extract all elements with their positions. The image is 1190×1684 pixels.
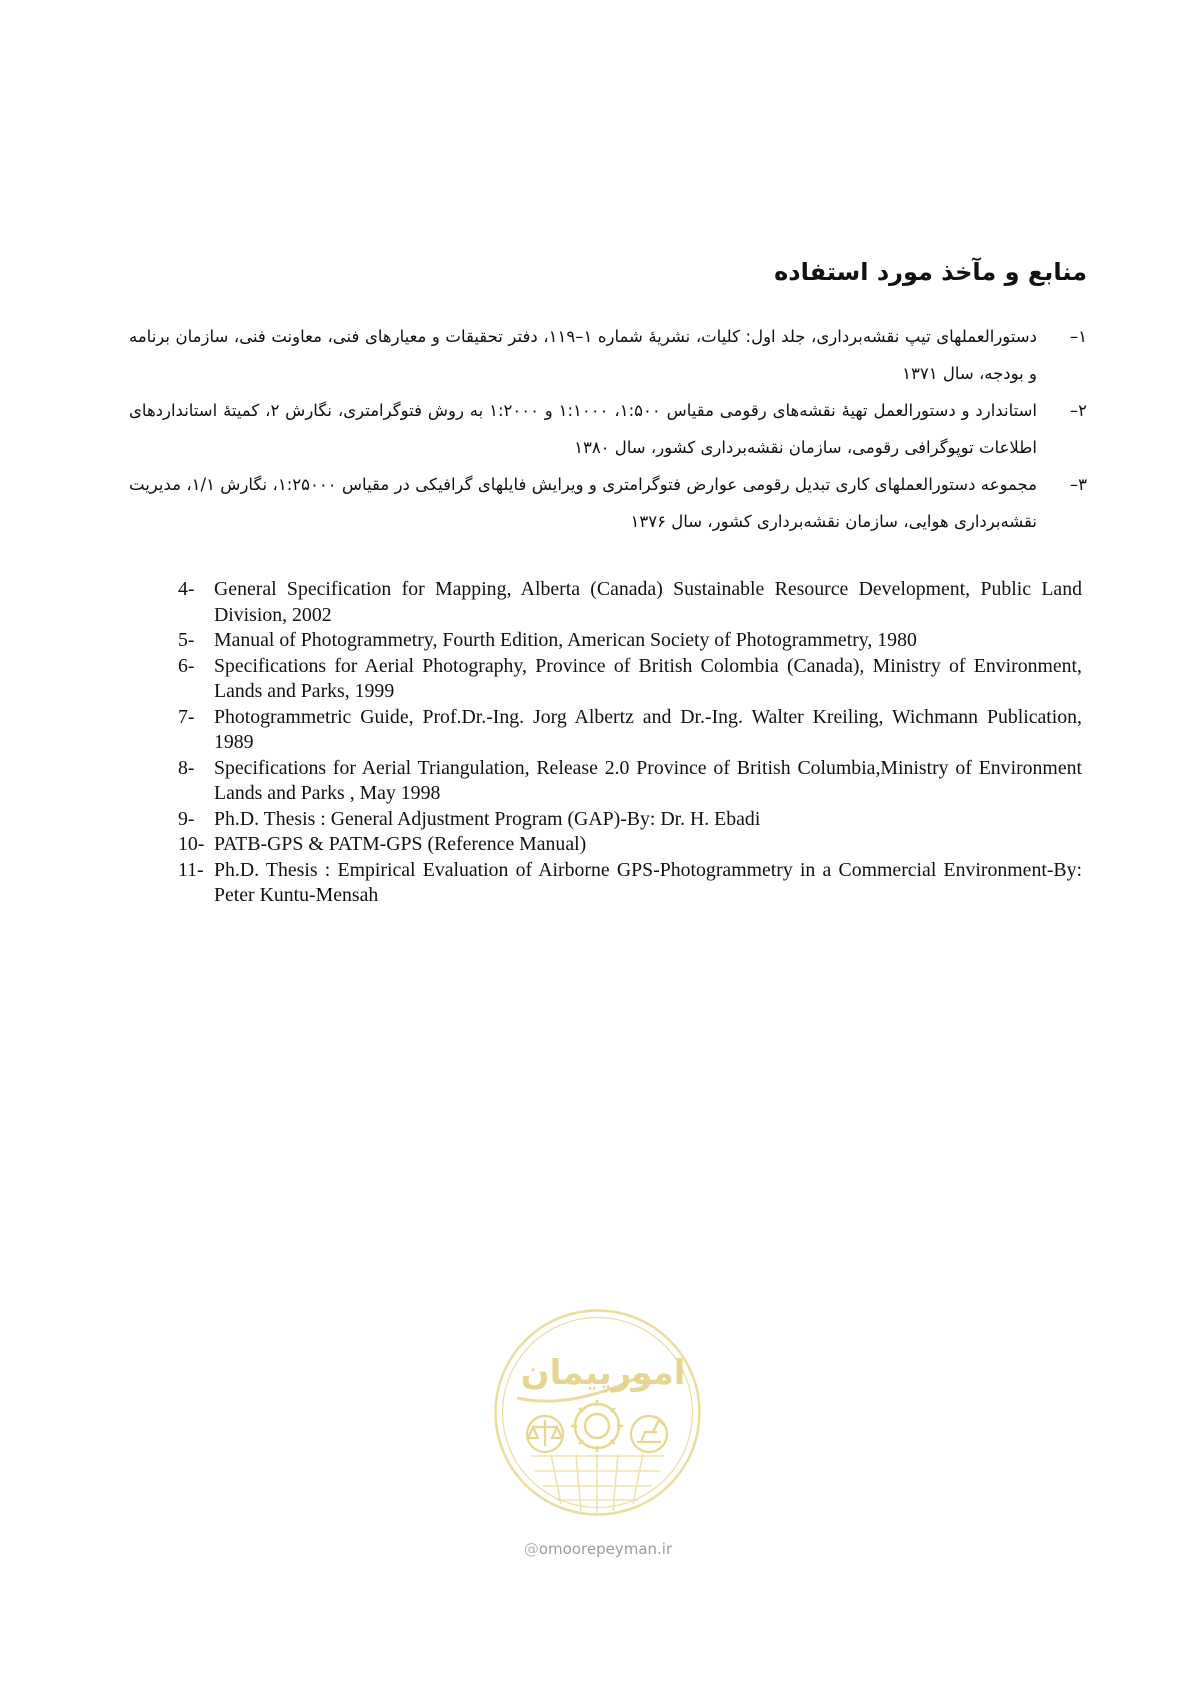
reference-item: [178, 577, 1082, 628]
watermark-logo: [491, 1306, 704, 1519]
reference-text: Manual of Photogrammetry, Fourth Edition, American Society of Photogrammetry, 1980: [214, 629, 917, 651]
scales-icon: [527, 1416, 563, 1452]
reference-item: [178, 807, 1082, 833]
reference-item: [129, 392, 1087, 466]
reference-number: ۱–: [1069, 327, 1087, 346]
reference-text: استاندارد و دستورالعمل تهیهٔ نقشه‌های رقومی مقیاس ۱:۵۰۰، ۱:۱۰۰۰ و ۱:۲۰۰۰ به روش فتوگرامتری، نگارش ۲، کمیتهٔ استانداردهای اطلاعات توپوگرافی رقومی، سازمان نقشه‌برداری کشور، سال ۱۳۸۰: [129, 401, 1037, 457]
reference-text: Ph.D. Thesis : Empirical Evaluation of Airborne GPS-Photogrammetry in a Commercial Environment-By: Peter Kuntu-Mensah: [214, 858, 1082, 906]
reference-item: [178, 858, 1082, 909]
reference-number: 4-: [178, 578, 195, 600]
reference-text: Ph.D. Thesis : General Adjustment Program (GAP)-By: Dr. H. Ebadi: [214, 807, 761, 830]
reference-number: 7-: [178, 705, 195, 728]
reference-item: [178, 628, 1082, 654]
reference-item: [178, 832, 1082, 858]
watermark-caption-text: omoorepeyman.ir: [538, 1540, 673, 1558]
reference-number: 5-: [178, 629, 195, 651]
reference-text: General Specification for Mapping, Alberta (Canada) Sustainable Resource Development, Public Land Division, 2002: [214, 578, 1082, 626]
at-icon: @: [523, 1540, 539, 1558]
persian-references-list: [129, 318, 1087, 540]
reference-number: 11-: [178, 858, 204, 881]
reference-number: ۳–: [1069, 475, 1087, 494]
reference-text: Specifications for Aerial Triangulation, Release 2.0 Province of British Columbia,Ministry of Environment Lands and Parks , May 1998: [214, 756, 1082, 804]
reference-item: [178, 654, 1082, 705]
reference-text: Specifications for Aerial Photography, Province of British Colombia (Canada), Ministry of Environment, Lands and Parks, 1999: [214, 654, 1082, 702]
reference-number: 8-: [178, 756, 195, 779]
reference-number: 6-: [178, 654, 195, 677]
english-references-list: [178, 577, 1082, 909]
reference-number: ۲–: [1069, 401, 1087, 420]
watermark-seal: [491, 1306, 704, 1519]
reference-item: [178, 756, 1082, 807]
reference-number: 10-: [178, 833, 205, 855]
watermark-logo-text: امورپیمان: [520, 1353, 686, 1393]
page-title: منابع و مآخذ مورد استفاده: [774, 258, 1087, 286]
reference-item: [129, 318, 1087, 392]
reference-text: Photogrammetric Guide, Prof.Dr.-Ing. Jorg Albertz and Dr.-Ing. Walter Kreiling, Wichmann Publication, 1989: [214, 705, 1082, 753]
gear-icon: [571, 1400, 623, 1452]
excavator-icon: [631, 1416, 667, 1452]
reference-item: [178, 705, 1082, 756]
watermark-caption: [430, 1540, 766, 1558]
reference-number: 9-: [178, 807, 195, 830]
reference-text: PATB-GPS & PATM-GPS (Reference Manual): [214, 833, 587, 855]
reference-text: مجموعه دستورالعملهای کاری تبدیل رقومی عوارض فتوگرامتری و ویرایش فایلهای گرافیکی در مقیاس ۱:۲۵۰۰۰، نگارش ۱/۱، مدیریت نقشه‌برداری هوایی، سازمان نقشه‌برداری کشور، سال ۱۳۷۶: [129, 475, 1038, 531]
reference-item: [129, 466, 1087, 540]
reference-text: دستورالعملهای تیپ نقشه‌برداری، جلد اول: کلیات، نشریهٔ شماره ۱–۱۱۹، دفتر تحقیقات و معیارهای فنی، معاونت فنی، سازمان برنامه و بودجه، سال ۱۳۷۱: [129, 327, 1037, 383]
